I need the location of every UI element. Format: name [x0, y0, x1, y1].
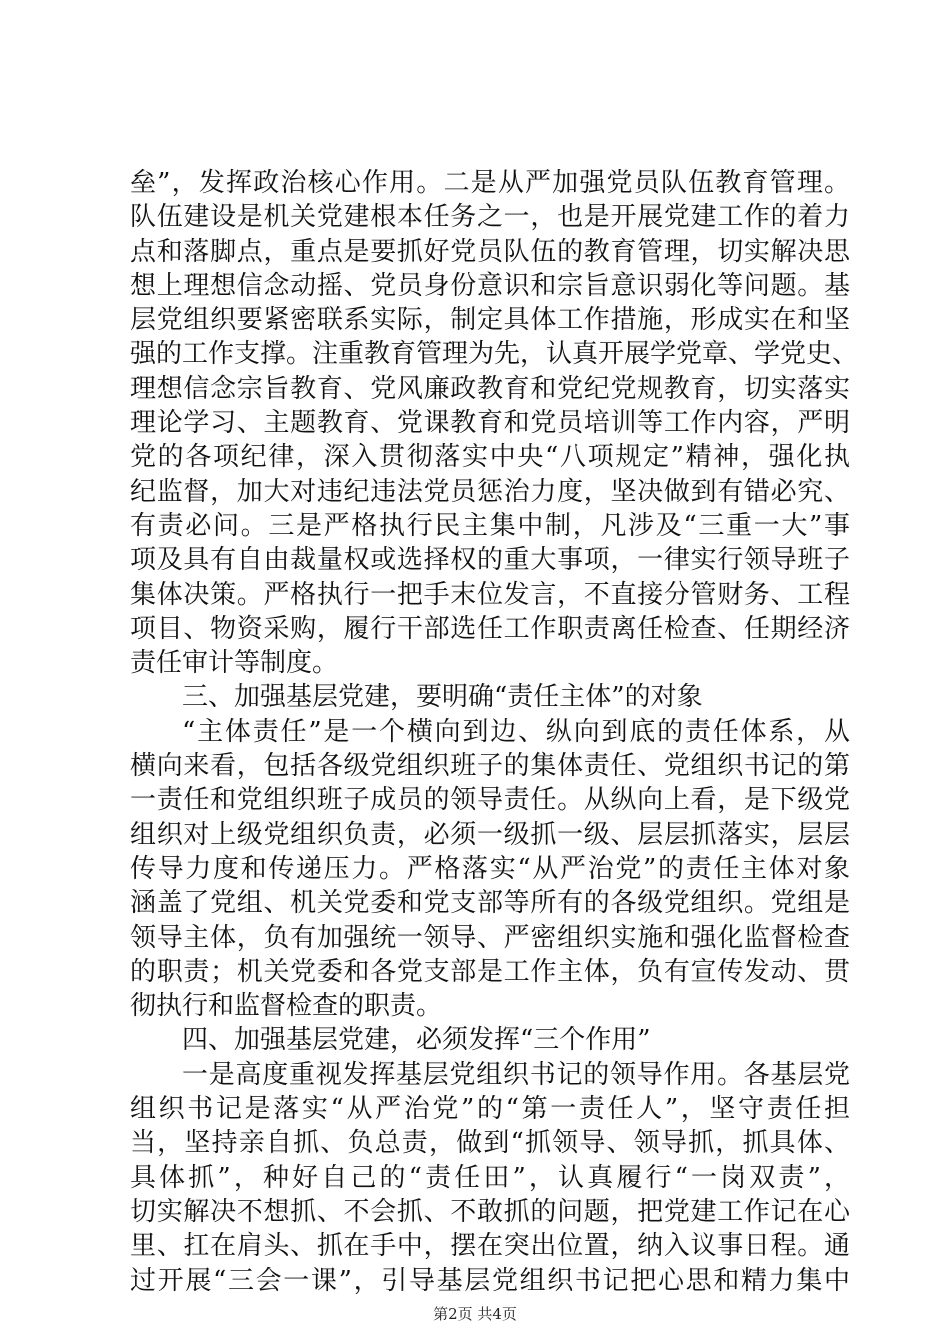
- text-line: 具体抓”，种好自己的“责任田”，认真履行“一岗双责”，: [130, 1162, 850, 1193]
- text-line: 彻执行和监督检查的职责。: [130, 991, 443, 1022]
- text-line: “主体责任”是一个横向到边、纵向到底的责任体系，从: [182, 716, 850, 747]
- text-line: 的职责；机关党委和各党支部是工作主体，负有宣传发动、贯: [130, 956, 850, 987]
- text-line: 项目、物资采购，履行干部选任工作职责离任检查、任期经济: [130, 613, 850, 644]
- text-line: 一责任和党组织班子成员的领导责任。从纵向上看，是下级党: [130, 785, 850, 816]
- section-heading: 四、加强基层党建，必须发挥“三个作用”: [182, 1025, 651, 1056]
- text-line: 集体决策。严格执行一把手末位发言，不直接分管财务、工程: [130, 579, 850, 610]
- text-line: 过开展“三会一课”，引导基层党组织书记把心思和精力集中: [130, 1265, 850, 1296]
- text-line: 一是高度重视发挥基层党组织书记的领导作用。各基层党: [182, 1059, 850, 1090]
- text-line: 理论学习、主题教育、党课教育和党员培训等工作内容，严明: [130, 408, 850, 439]
- text-line: 层党组织要紧密联系实际，制定具体工作措施，形成实在和坚: [130, 305, 850, 336]
- text-line: 切实解决不想抓、不会抓、不敢抓的问题，把党建工作记在心: [130, 1196, 850, 1227]
- page-footer: [0, 1303, 950, 1324]
- text-line: 项及具有自由裁量权或选择权的重大事项，一律实行领导班子: [130, 545, 850, 576]
- section-heading: 三、加强基层党建，要明确“责任主体”的对象: [182, 682, 703, 713]
- text-line: 组织对上级党组织负责，必须一级抓一级、层层抓落实，层层: [130, 819, 850, 850]
- text-line: 纪监督，加大对违纪违法党员惩治力度，坚决做到有错必究、: [130, 476, 850, 507]
- body-text: [130, 166, 859, 1298]
- text-line: 责任审计等制度。: [130, 648, 339, 679]
- text-line: 里、扛在肩头、抓在手中，摆在突出位置，纳入议事日程。通: [130, 1231, 850, 1262]
- text-line: 横向来看，包括各级党组织班子的集体责任、党组织书记的第: [130, 751, 850, 782]
- text-line: 理想信念宗旨教育、党风廉政教育和党纪党规教育，切实落实: [130, 373, 850, 404]
- text-line: 有责必问。三是严格执行民主集中制，凡涉及“三重一大”事: [130, 510, 850, 541]
- text-line: 队伍建设是机关党建根本任务之一，也是开展党建工作的着力: [130, 202, 850, 233]
- page-number: 第2页 共4页: [433, 1305, 517, 1323]
- text-line: 传导力度和传递压力。严格落实“从严治党”的责任主体对象: [130, 853, 850, 884]
- text-line: 组织书记是落实“从严治党”的“第一责任人”，坚守责任担: [130, 1094, 850, 1125]
- text-line: 强的工作支撑。注重教育管理为先，认真开展学党章、学党史、: [130, 339, 859, 370]
- text-line: 点和落脚点，重点是要抓好党员队伍的教育管理，切实解决思: [130, 236, 850, 267]
- text-line: 当，坚持亲自抓、负总责，做到“抓领导、领导抓，抓具体、: [130, 1128, 850, 1159]
- text-line: 涵盖了党组、机关党委和党支部等所有的各级党组织。党组是: [130, 888, 850, 919]
- text-line: 党的各项纪律，深入贯彻落实中央“八项规定”精神，强化执: [130, 442, 850, 473]
- text-line: 领导主体，负有加强统一领导、严密组织实施和强化监督检查: [130, 922, 850, 953]
- text-line: 想上理想信念动摇、党员身份意识和宗旨意识弱化等问题。基: [130, 270, 850, 301]
- text-line: 垒”，发挥政治核心作用。二是从严加强党员队伍教育管理。: [130, 168, 850, 198]
